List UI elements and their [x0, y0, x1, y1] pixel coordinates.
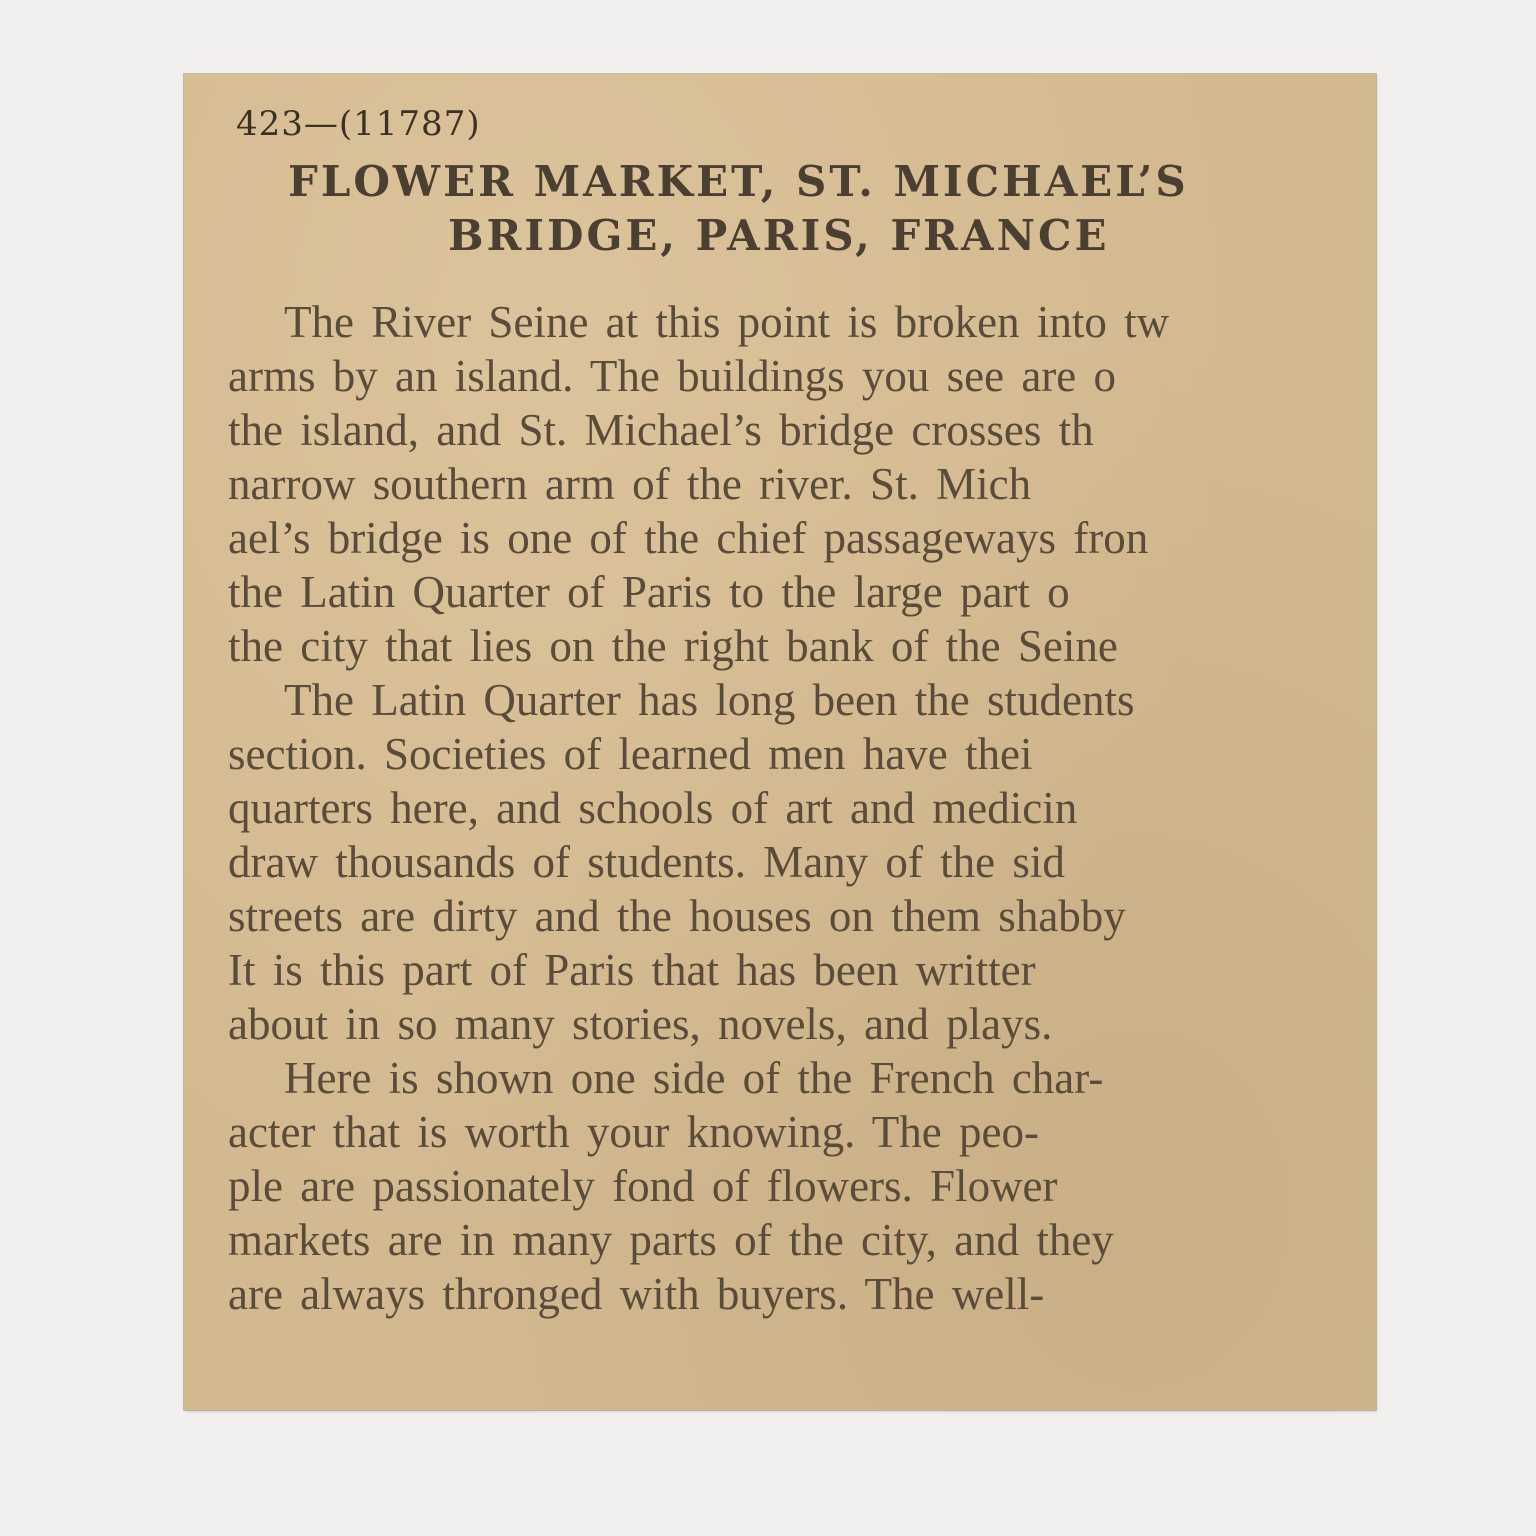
text-line: narrow southern arm of the river. St. Mich	[228, 459, 1032, 509]
text-line: ple are passionately fond of flowers. Flower	[228, 1161, 1058, 1211]
text-line: the city that lies on the right bank of the Seine	[228, 621, 1118, 671]
text-line: arms by an island. The buildings you see are o	[228, 351, 1116, 401]
text-line: acter that is worth your knowing. The peo-	[228, 1107, 1039, 1157]
title-line-1: FLOWER MARKET, ST. MICHAEL’S	[288, 157, 1189, 206]
text-line: the island, and St. Michael’s bridge crosses th	[228, 405, 1094, 455]
text-line: quarters here, and schools of art and medicin	[228, 783, 1078, 833]
text-line: are always thronged with buyers. The well-	[228, 1269, 1045, 1319]
text-line: ael’s bridge is one of the chief passageways fron	[228, 513, 1149, 563]
text-line: section. Societies of learned men have thei	[228, 729, 1033, 779]
text-line: the Latin Quarter of Paris to the large part o	[228, 567, 1070, 617]
text-line: markets are in many parts of the city, and they	[228, 1215, 1114, 1265]
text-line: streets are dirty and the houses on them shabby	[228, 891, 1126, 941]
text-line: It is this part of Paris that has been writter	[228, 945, 1036, 995]
text-line: draw thousands of students. Many of the sid	[228, 837, 1065, 887]
text-line: The Latin Quarter has long been the students	[284, 675, 1135, 725]
text-line: The River Seine at this point is broken into tw	[284, 297, 1170, 347]
stereoview-card-back	[184, 74, 1376, 1410]
catalog-number: 423—(11787)	[236, 104, 481, 144]
text-line: about in so many stories, novels, and plays.	[228, 999, 1053, 1049]
text-line: Here is shown one side of the French char-	[284, 1053, 1104, 1103]
title-line-2: BRIDGE, PARIS, FRANCE	[448, 211, 1110, 260]
